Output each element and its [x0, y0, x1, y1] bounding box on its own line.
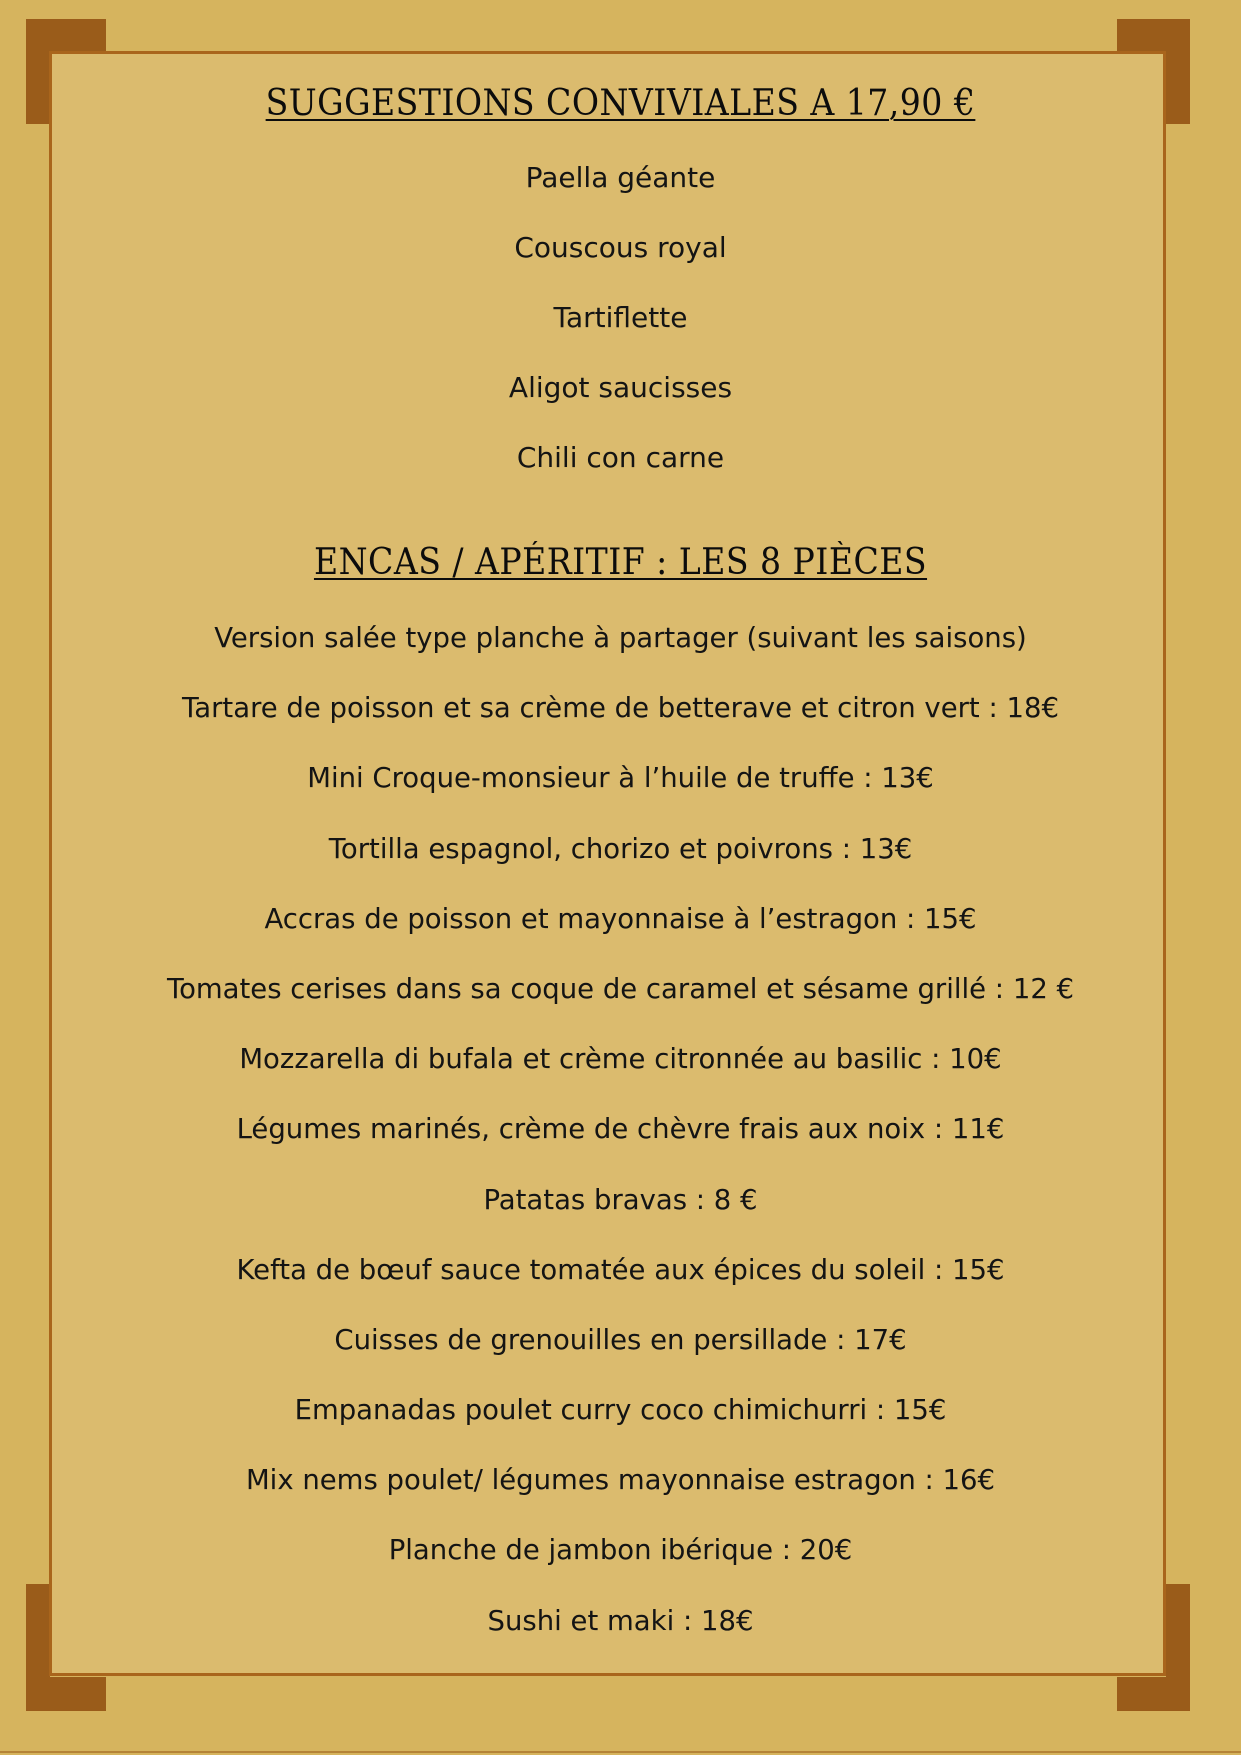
menu-item: Tortilla espagnol, chorizo et poivrons : 13€: [328, 832, 913, 865]
menu-item: Tartare de poisson et sa crème de betterave et citron vert : 18€: [182, 692, 1059, 725]
menu-item: Mini Croque-monsieur à l’huile de truffe : 13€: [307, 762, 934, 795]
menu-item: Cuisses de grenouilles en persillade : 17€: [334, 1323, 907, 1356]
menu-item: Mix nems poulet/ légumes mayonnaise estragon : 16€: [245, 1464, 996, 1497]
menu-item: Version salée type planche à partager (suivant les saisons): [214, 622, 1027, 654]
menu-item: Kefta de bœuf sauce tomatée aux épices du soleil : 15€: [236, 1253, 1005, 1286]
section-title-encas: ENCAS / APÉRITIF : LES 8 PIÈCES: [313, 542, 928, 583]
menu-item: Planche de jambon ibérique : 20€: [388, 1534, 853, 1567]
menu-item: Sushi et maki : 18€: [487, 1604, 754, 1637]
menu-item: Tartiflette: [553, 301, 688, 334]
bottom-rule: [0, 1751, 1241, 1753]
encas-list: [0, 622, 1241, 1678]
menu-item: Tomates cerises dans sa coque de caramel et sésame grillé : 12 €: [166, 972, 1075, 1005]
menu-item: Aligot saucisses: [508, 371, 733, 404]
menu-item: Légumes marinés, crème de chèvre frais aux noix : 11€: [236, 1113, 1005, 1146]
menu-item: Couscous royal: [514, 231, 727, 264]
corner-top-left-vertical: [26, 19, 50, 124]
menu-item: Mozzarella di bufala et crème citronnée au basilic : 10€: [239, 1043, 1002, 1076]
section-title-suggestions: SUGGESTIONS CONVIVIALES A 17,90 €: [265, 83, 976, 124]
menu-item: Empanadas poulet curry coco chimichurri : 15€: [294, 1394, 947, 1427]
suggestions-list: [0, 161, 1241, 514]
menu-item: Patatas bravas : 8 €: [483, 1183, 758, 1216]
menu-item: Paella géante: [525, 161, 716, 194]
menu-item: Chili con carne: [516, 441, 725, 474]
menu-item: Accras de poisson et mayonnaise à l’estragon : 15€: [264, 902, 977, 935]
